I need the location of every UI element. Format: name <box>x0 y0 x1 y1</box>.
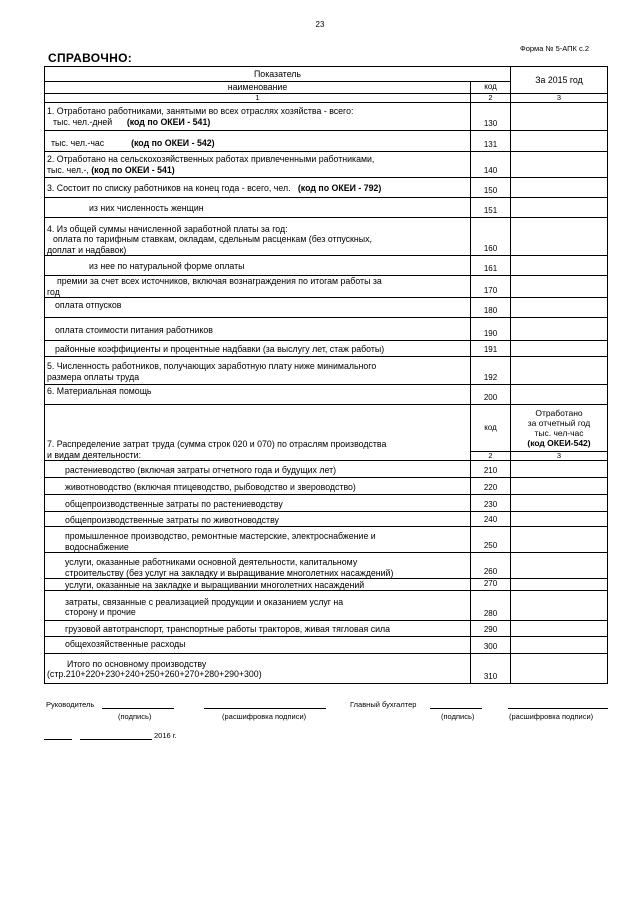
value-cell[interactable] <box>511 591 608 621</box>
table-row <box>45 357 608 385</box>
row-text: услуги, оказанные на закладке и выращивании многолетних насаждений <box>45 579 471 591</box>
chief-signature-line[interactable] <box>430 708 482 709</box>
date-year: 2016 г. <box>154 731 177 740</box>
value-cell[interactable] <box>511 131 608 152</box>
row-text: водоснабжение <box>65 541 129 552</box>
section-unit-header: тыс. чел-час <box>534 428 584 438</box>
row-text: услуги, оказанные работниками основной деятельности, капитальному <box>65 557 358 568</box>
value-cell[interactable] <box>511 637 608 654</box>
value-cell[interactable] <box>511 298 608 318</box>
row-unit-label: тыс. чел.-дней <box>53 116 113 127</box>
value-cell[interactable] <box>511 357 608 385</box>
row-text: из них численность женщин <box>45 198 471 218</box>
value-cell[interactable] <box>511 495 608 512</box>
row-code: 190 <box>471 318 511 341</box>
row-code: 180 <box>471 298 511 318</box>
value-cell[interactable] <box>511 341 608 357</box>
section-title: 7. Распределение затрат труда (сумма строк 020 и 070) по отраслям производства <box>47 439 387 450</box>
okei-code: (код по ОКЕИ - 541) <box>91 164 175 175</box>
okei-code: (код по ОКЕИ - 542) <box>131 137 215 148</box>
row-text: грузовой автотранспорт, транспортные работы тракторов, живая тягловая сила <box>45 621 471 637</box>
table-row <box>45 178 608 198</box>
row-unit-label: тыс. чел.-, <box>47 164 89 175</box>
row-code: 220 <box>471 478 511 495</box>
table-row <box>45 553 608 579</box>
row-code: 290 <box>471 621 511 637</box>
header-name: наименование <box>45 82 471 94</box>
row-text: оплата по тарифным ставкам, окладам, сдельным расценкам (без отпускных, <box>53 234 372 245</box>
value-cell[interactable] <box>511 256 608 276</box>
row-code: 210 <box>471 461 511 478</box>
row-text: оплата стоимости питания работников <box>45 318 471 341</box>
head-decode-caption: (расшифровка подписи) <box>222 712 307 721</box>
okei-code: (код по ОКЕИ - 541) <box>126 116 211 127</box>
row-code: 130 <box>471 103 511 131</box>
value-cell[interactable] <box>511 654 608 684</box>
chief-decode-line[interactable] <box>508 708 608 709</box>
row-text: общепроизводственные затраты по животноводству <box>45 512 471 527</box>
row-code: 150 <box>471 178 511 198</box>
row-text: сторону и прочие <box>65 607 136 617</box>
row-text: животноводство (включая птицеводство, рыбоводство и звероводство) <box>45 478 471 495</box>
row-code: 240 <box>471 512 511 527</box>
row-code: 280 <box>471 591 511 621</box>
value-cell[interactable] <box>511 318 608 341</box>
row-text: Итого по основному производству <box>67 658 207 669</box>
header-year: За 2015 год <box>511 67 608 94</box>
row-code: 151 <box>471 198 511 218</box>
row-text: общепроизводственные затраты по растениеводству <box>45 495 471 512</box>
table-row <box>45 341 608 357</box>
header-code: код <box>471 82 511 94</box>
page-title: СПРАВОЧНО: <box>48 51 133 65</box>
table-row <box>45 527 608 553</box>
okei-code: (код по ОКЕИ - 792) <box>297 182 382 193</box>
table-row <box>45 218 608 256</box>
okei-code: (код ОКЕИ-542) <box>527 438 591 448</box>
row-text: затраты, связанные с реализацией продукции и оказанием услуг на <box>65 596 344 607</box>
row-text: оплата отпусков <box>45 298 471 318</box>
table-row <box>45 637 608 654</box>
head-label: Руководитель <box>46 700 95 709</box>
row-text: (стр.210+220+230+240+250+260+270+280+290+300) <box>47 669 262 679</box>
row-unit <box>47 117 468 130</box>
table-row <box>45 495 608 512</box>
date-day-line[interactable] <box>44 739 72 740</box>
table-row <box>45 478 608 495</box>
row-text: 5. Численность работников, получающих заработную плату ниже минимального <box>47 361 377 372</box>
row-text: год <box>47 286 60 297</box>
row-text: районные коэффициенты и процентные надбавки (за выслугу лет, стаж работы) <box>45 341 471 357</box>
value-cell[interactable] <box>511 178 608 198</box>
value-cell[interactable] <box>511 512 608 527</box>
table-row <box>45 461 608 478</box>
table-row <box>45 591 608 621</box>
value-cell[interactable] <box>511 553 608 579</box>
row-code: 170 <box>471 276 511 298</box>
section-period-header: за отчетный год <box>527 418 591 428</box>
row-text: из нее по натуральной форме оплаты <box>45 256 471 276</box>
row-code: 270 <box>471 579 511 591</box>
chief-accountant-label: Главный бухгалтер <box>350 700 417 709</box>
column-number-1: 1 <box>45 94 471 103</box>
table-row <box>45 579 608 591</box>
row-text: 1. Отработано работниками, занятыми во всех отраслях хозяйства - всего: <box>47 106 354 117</box>
section-worked-header: Отработано <box>535 408 583 418</box>
row-text: 3. Состоит по списку работников на конец года - всего, чел. <box>47 182 291 193</box>
row-code: 230 <box>471 495 511 512</box>
column-number-3: 3 <box>511 94 608 103</box>
row-text: размера оплаты труда <box>47 371 140 382</box>
row-text: 6. Материальная помощь <box>45 385 471 405</box>
row-code: 200 <box>471 385 511 405</box>
column-number-3: 3 <box>511 452 608 461</box>
table-row <box>45 103 608 131</box>
table-row <box>45 198 608 218</box>
row-code: 192 <box>471 357 511 385</box>
header-indicator: Показатель <box>45 67 511 82</box>
value-cell[interactable] <box>511 478 608 495</box>
section-title: и видам деятельности: <box>47 449 142 460</box>
chief-decode-caption: (расшифровка подписи) <box>509 712 594 721</box>
row-text: доплат и надбавок) <box>47 244 127 255</box>
row-text: премии за счет всех источников, включая вознаграждения по итогам работы за <box>57 276 382 287</box>
row-code: 161 <box>471 256 511 276</box>
table-row <box>45 621 608 637</box>
head-sign-caption: (подпись) <box>118 712 152 721</box>
row-code: 300 <box>471 637 511 654</box>
value-cell[interactable] <box>511 276 608 298</box>
table-row <box>45 152 608 178</box>
row-code: 310 <box>471 654 511 684</box>
row-code: 191 <box>471 341 511 357</box>
head-signature-line[interactable] <box>102 708 174 709</box>
table-row <box>45 318 608 341</box>
table-row <box>45 256 608 276</box>
row-text: растениеводство (включая затраты отчетного года и будущих лет) <box>45 461 471 478</box>
form-label: Форма № 5-АПК с.2 <box>520 44 590 53</box>
row-code: 260 <box>471 553 511 579</box>
row-code: 160 <box>471 218 511 256</box>
table-row <box>45 512 608 527</box>
value-cell[interactable] <box>511 218 608 256</box>
date-month-line[interactable] <box>80 739 152 740</box>
table-row <box>45 276 608 298</box>
value-cell[interactable] <box>511 579 608 591</box>
column-number-2: 2 <box>471 94 511 103</box>
statistics-table <box>44 66 608 684</box>
value-cell[interactable] <box>511 527 608 553</box>
page-number: 23 <box>315 20 325 29</box>
value-cell[interactable] <box>511 103 608 131</box>
row-code: 131 <box>471 131 511 152</box>
value-cell[interactable] <box>511 461 608 478</box>
row-unit-label: тыс. чел.-час <box>51 137 105 148</box>
head-decode-line[interactable] <box>204 708 326 709</box>
table-row <box>45 131 608 152</box>
row-text: промышленное производство, ремонтные мастерские, электроснабжение и <box>65 531 376 542</box>
section-code-header: код <box>471 405 511 452</box>
value-cell[interactable] <box>511 198 608 218</box>
row-code: 140 <box>471 152 511 178</box>
row-code: 250 <box>471 527 511 553</box>
row-text: общехозяйственные расходы <box>45 637 471 654</box>
value-cell[interactable] <box>511 152 608 178</box>
section-7-header <box>45 405 608 452</box>
table-row <box>45 385 608 405</box>
row-unit <box>47 165 468 177</box>
table-row <box>45 298 608 318</box>
row-text: строительству (без услуг на закладку и выращивание многолетних насаждений) <box>65 567 394 578</box>
chief-sign-caption: (подпись) <box>441 712 475 721</box>
column-number-2: 2 <box>471 452 511 461</box>
value-cell[interactable] <box>511 621 608 637</box>
value-cell[interactable] <box>511 385 608 405</box>
row-text: 4. Из общей суммы начисленной заработной платы за год: <box>47 223 288 234</box>
row-text: 2. Отработано на сельскохозяйственных работах привлеченными работниками, <box>47 154 375 165</box>
table-row-total <box>45 654 608 684</box>
